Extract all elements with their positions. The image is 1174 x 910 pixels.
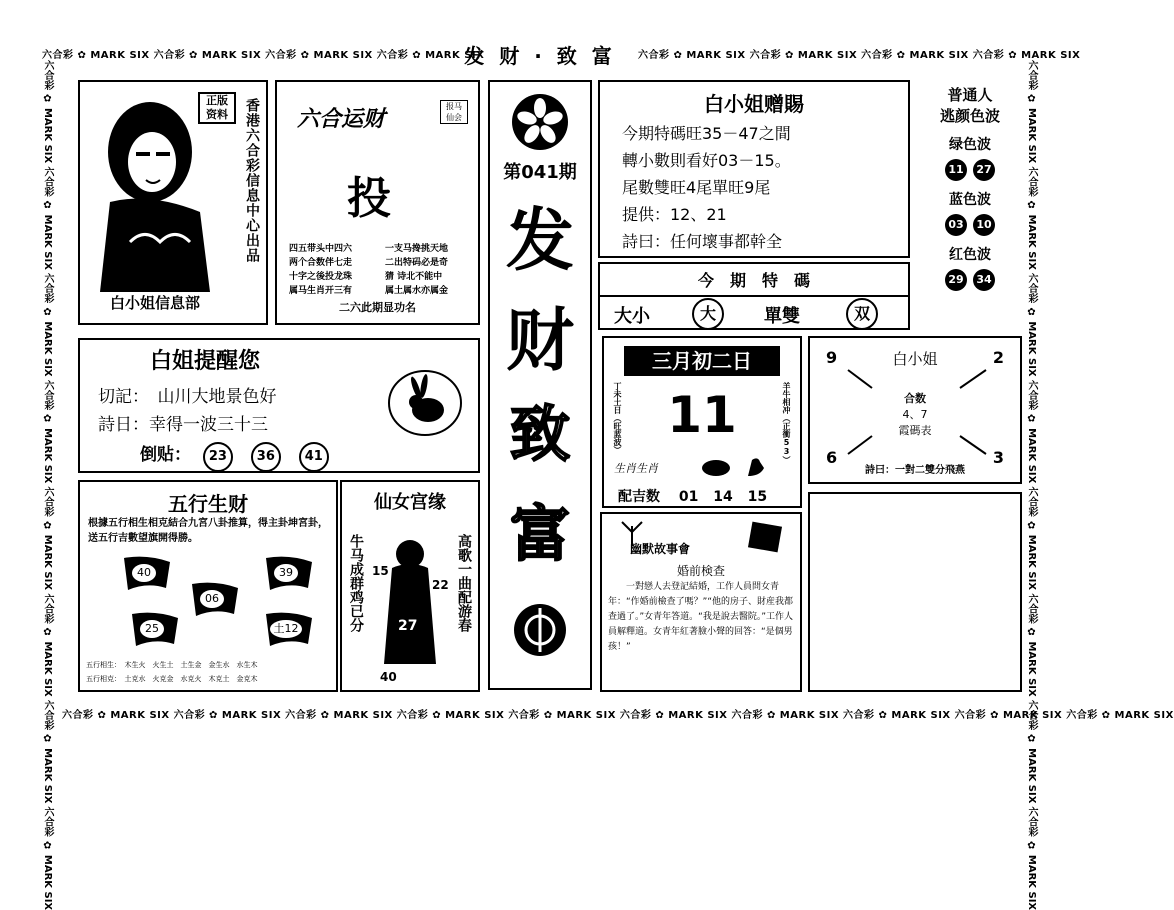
color-wave-box — [918, 80, 1022, 330]
rabbit-icon — [386, 368, 464, 438]
lottery-footer: 二六此期显功名 — [339, 301, 416, 314]
paste-row: 倒贴： 23 36 41 — [140, 440, 335, 472]
poem-right: 一支马搀挑天地 二出特码必是奇 猜 诗北不能中 属土属水亦属金 — [385, 244, 449, 296]
profile-box — [78, 80, 268, 325]
size-label: 大小 — [614, 306, 650, 327]
special-code-box — [598, 262, 910, 330]
reminder-line2: 詩日：幸得一波三十三 — [98, 415, 268, 435]
calendar-right-note: 羊牛相冲（正衝53） — [782, 382, 791, 464]
color-title-2: 逃颜色波 — [939, 107, 1000, 125]
lottery-logo: 六合运财 — [297, 107, 386, 132]
five-desc: 根據五行相生相克結合九宮八卦推算，得主卦坤宮卦，送五行吉數望旗開得勝。 — [88, 518, 328, 544]
lottery-stamp: 报马 仙会 — [440, 100, 468, 124]
lottery-big-char: 投 — [347, 173, 391, 224]
parity-label: 單雙 — [764, 306, 800, 327]
fairy-box — [340, 480, 480, 692]
bottom-band: 六合彩 ✿ MARK SIX 六合彩 ✿ MARK SIX 六合彩 ✿ MARK SIX 六合彩 ✿ MARK SIX 六合彩 ✿ MARK SIX 六合彩 ✿ MARK SIX 六合彩 ✿ MARK SIX 六合彩 ✿ MARK SIX 六合彩 ✿ MARK SIX 六合彩 ✿ MARK SIX — [62, 710, 1174, 721]
band-text: 六合彩 ✿ MARK SIX — [42, 50, 154, 61]
header-title: 发 财 · 致 富 — [464, 44, 616, 68]
center-big-1: 发 — [505, 202, 574, 281]
flag-40: 40 — [122, 554, 172, 594]
compass-title: 白小姐 — [892, 350, 938, 368]
flag-12: 土12 — [264, 610, 314, 650]
match-number: 01 — [678, 489, 699, 505]
blue-label: 蓝色波 — [949, 192, 991, 208]
reminder-title: 白姐提醒您 — [150, 349, 261, 374]
humor-body: 一對戀人去登記結婚，工作人員問女青年：“作婚前檢查了嗎？”“他的房子、財産我都查過了。”女青年答道。“我是說去醫院。”工作人員解釋道。女青年紅著臉小聲的回答：“是個男孩！” — [608, 582, 793, 652]
fairy-title: 仙女宫缘 — [374, 492, 446, 513]
lottery-box — [275, 80, 480, 325]
issue-number: 第041期 — [503, 162, 577, 183]
pig-rooster-icon — [700, 454, 770, 478]
right-band: 六合彩 ✿ MARK SIX 六合彩 ✿ MARK SIX 六合彩 ✿ MARK SIX 六合彩 ✿ MARK SIX 六合彩 ✿ MARK SIX 六合彩 ✿ MARK SIX 六合彩 ✿ MARK SIX 六合彩 ✿ MARK SIX — [1026, 60, 1037, 910]
green-ball: 11 — [945, 159, 967, 181]
left-band: 六合彩 ✿ MARK SIX 六合彩 ✿ MARK SIX 六合彩 ✿ MARK SIX 六合彩 ✿ MARK SIX 六合彩 ✿ MARK SIX 六合彩 ✿ MARK SIX 六合彩 ✿ MARK SIX 六合彩 ✿ MARK SIX — [42, 60, 53, 910]
center-big-3: 致 — [510, 400, 570, 470]
five-title: 五行生财 — [168, 492, 248, 516]
gift-title: 白小姐赠賜 — [704, 92, 804, 116]
color-title-1: 普通人 — [947, 86, 993, 104]
parity-value: 双 — [846, 298, 878, 330]
fairy-left-poem: 牛马成群鸡已分 — [348, 534, 364, 632]
match-row: 配吉数 01 14 15 — [618, 489, 768, 505]
compass-6: 6 — [826, 448, 838, 467]
special-title: 今 期 特 碼 — [600, 268, 908, 297]
humor-box — [600, 512, 802, 692]
compass-3: 3 — [992, 448, 1004, 467]
red-ball: 34 — [973, 269, 995, 291]
five-row-2: 五行相克： 土克水 火克金 水克火 木克土 金克木 — [86, 675, 258, 683]
fairy-n40: 40 — [380, 670, 397, 684]
mark-six-emblem — [512, 602, 568, 658]
hk-flower-logo — [510, 92, 570, 152]
paste-number: 36 — [251, 442, 281, 472]
official-badge: 正版 资料 — [198, 92, 236, 124]
calendar-zodiac: 生肖生肖 — [614, 462, 658, 475]
profile-side-text: 香港六合彩信息中心出品 — [244, 98, 260, 263]
gift-box — [598, 80, 910, 258]
gift-lines: 今期特碼旺35－47之間 轉小數則看好03－15。 尾數雙旺4尾單旺9尾 提供：12、21 詩曰：任何壞事都幹全 — [622, 124, 791, 251]
empty-panel — [808, 492, 1022, 692]
humor-title: 幽默故事會 — [630, 542, 691, 556]
size-value: 大 — [692, 298, 724, 330]
blue-ball: 03 — [945, 214, 967, 236]
green-ball: 27 — [973, 159, 995, 181]
red-ball: 29 — [945, 269, 967, 291]
goddess-figure-image — [378, 534, 442, 674]
blue-ball: 10 — [973, 214, 995, 236]
match-number: 14 — [713, 489, 733, 505]
calendar-day: 11 — [667, 386, 737, 444]
book-icon — [746, 520, 786, 554]
five-row-1: 五行相生： 木生火 火生土 土生金 金生水 水生木 — [86, 661, 258, 669]
compass-2: 2 — [992, 348, 1004, 367]
paste-number: 41 — [299, 442, 329, 472]
flag-39: 39 — [264, 554, 314, 594]
five-elements-box — [78, 480, 338, 692]
flag-06: 06 — [190, 580, 240, 620]
paste-number: 23 — [203, 442, 233, 472]
fairy-n15: 15 — [372, 564, 389, 578]
fairy-n22: 22 — [432, 578, 449, 592]
flag-25: 25 — [130, 610, 180, 650]
calendar-left-note: 丁未土日（旺蓝波） — [613, 382, 622, 454]
center-big-2: 财 — [505, 302, 574, 381]
compass-poem: 詩曰：一對二雙分飛燕 — [865, 465, 965, 476]
reminder-line1: 切記： 山川大地景色好 — [98, 387, 277, 407]
sum-values: 4、7 — [902, 408, 928, 421]
calendar-date: 三月初二日 — [624, 346, 780, 376]
green-label: 绿色波 — [949, 137, 991, 153]
top-band-left: 六合彩 ✿ MARK SIX 六合彩 ✿ MARK SIX 六合彩 ✿ MARK SIX 六合彩 ✿ MARK SIX — [42, 50, 485, 61]
humor-subtitle: 婚前検查 — [676, 564, 725, 578]
sum-label: 合数 — [904, 392, 926, 405]
compass-box — [808, 336, 1022, 484]
center-big-4: 富 — [510, 500, 570, 570]
red-label: 红色波 — [949, 247, 991, 263]
compass-9: 9 — [826, 348, 838, 367]
poem-left: 四五带头中四六 两个合数伴七走 十字之後投龙珠 属马生肖开三有 — [289, 244, 353, 296]
reminder-box — [78, 338, 480, 473]
match-number: 15 — [747, 489, 768, 505]
calendar-box — [602, 336, 802, 508]
fairy-right-poem: 高歌一曲配游春 — [456, 534, 472, 632]
fairy-n27: 27 — [398, 618, 418, 634]
profile-caption: 白小姐信息部 — [109, 294, 200, 312]
top-band-right: 六合彩 ✿ MARK SIX 六合彩 ✿ MARK SIX 六合彩 ✿ MARK SIX 六合彩 ✿ MARK SIX — [638, 50, 1081, 61]
center-column — [488, 80, 592, 690]
sum-note: 霞碼表 — [898, 424, 932, 437]
